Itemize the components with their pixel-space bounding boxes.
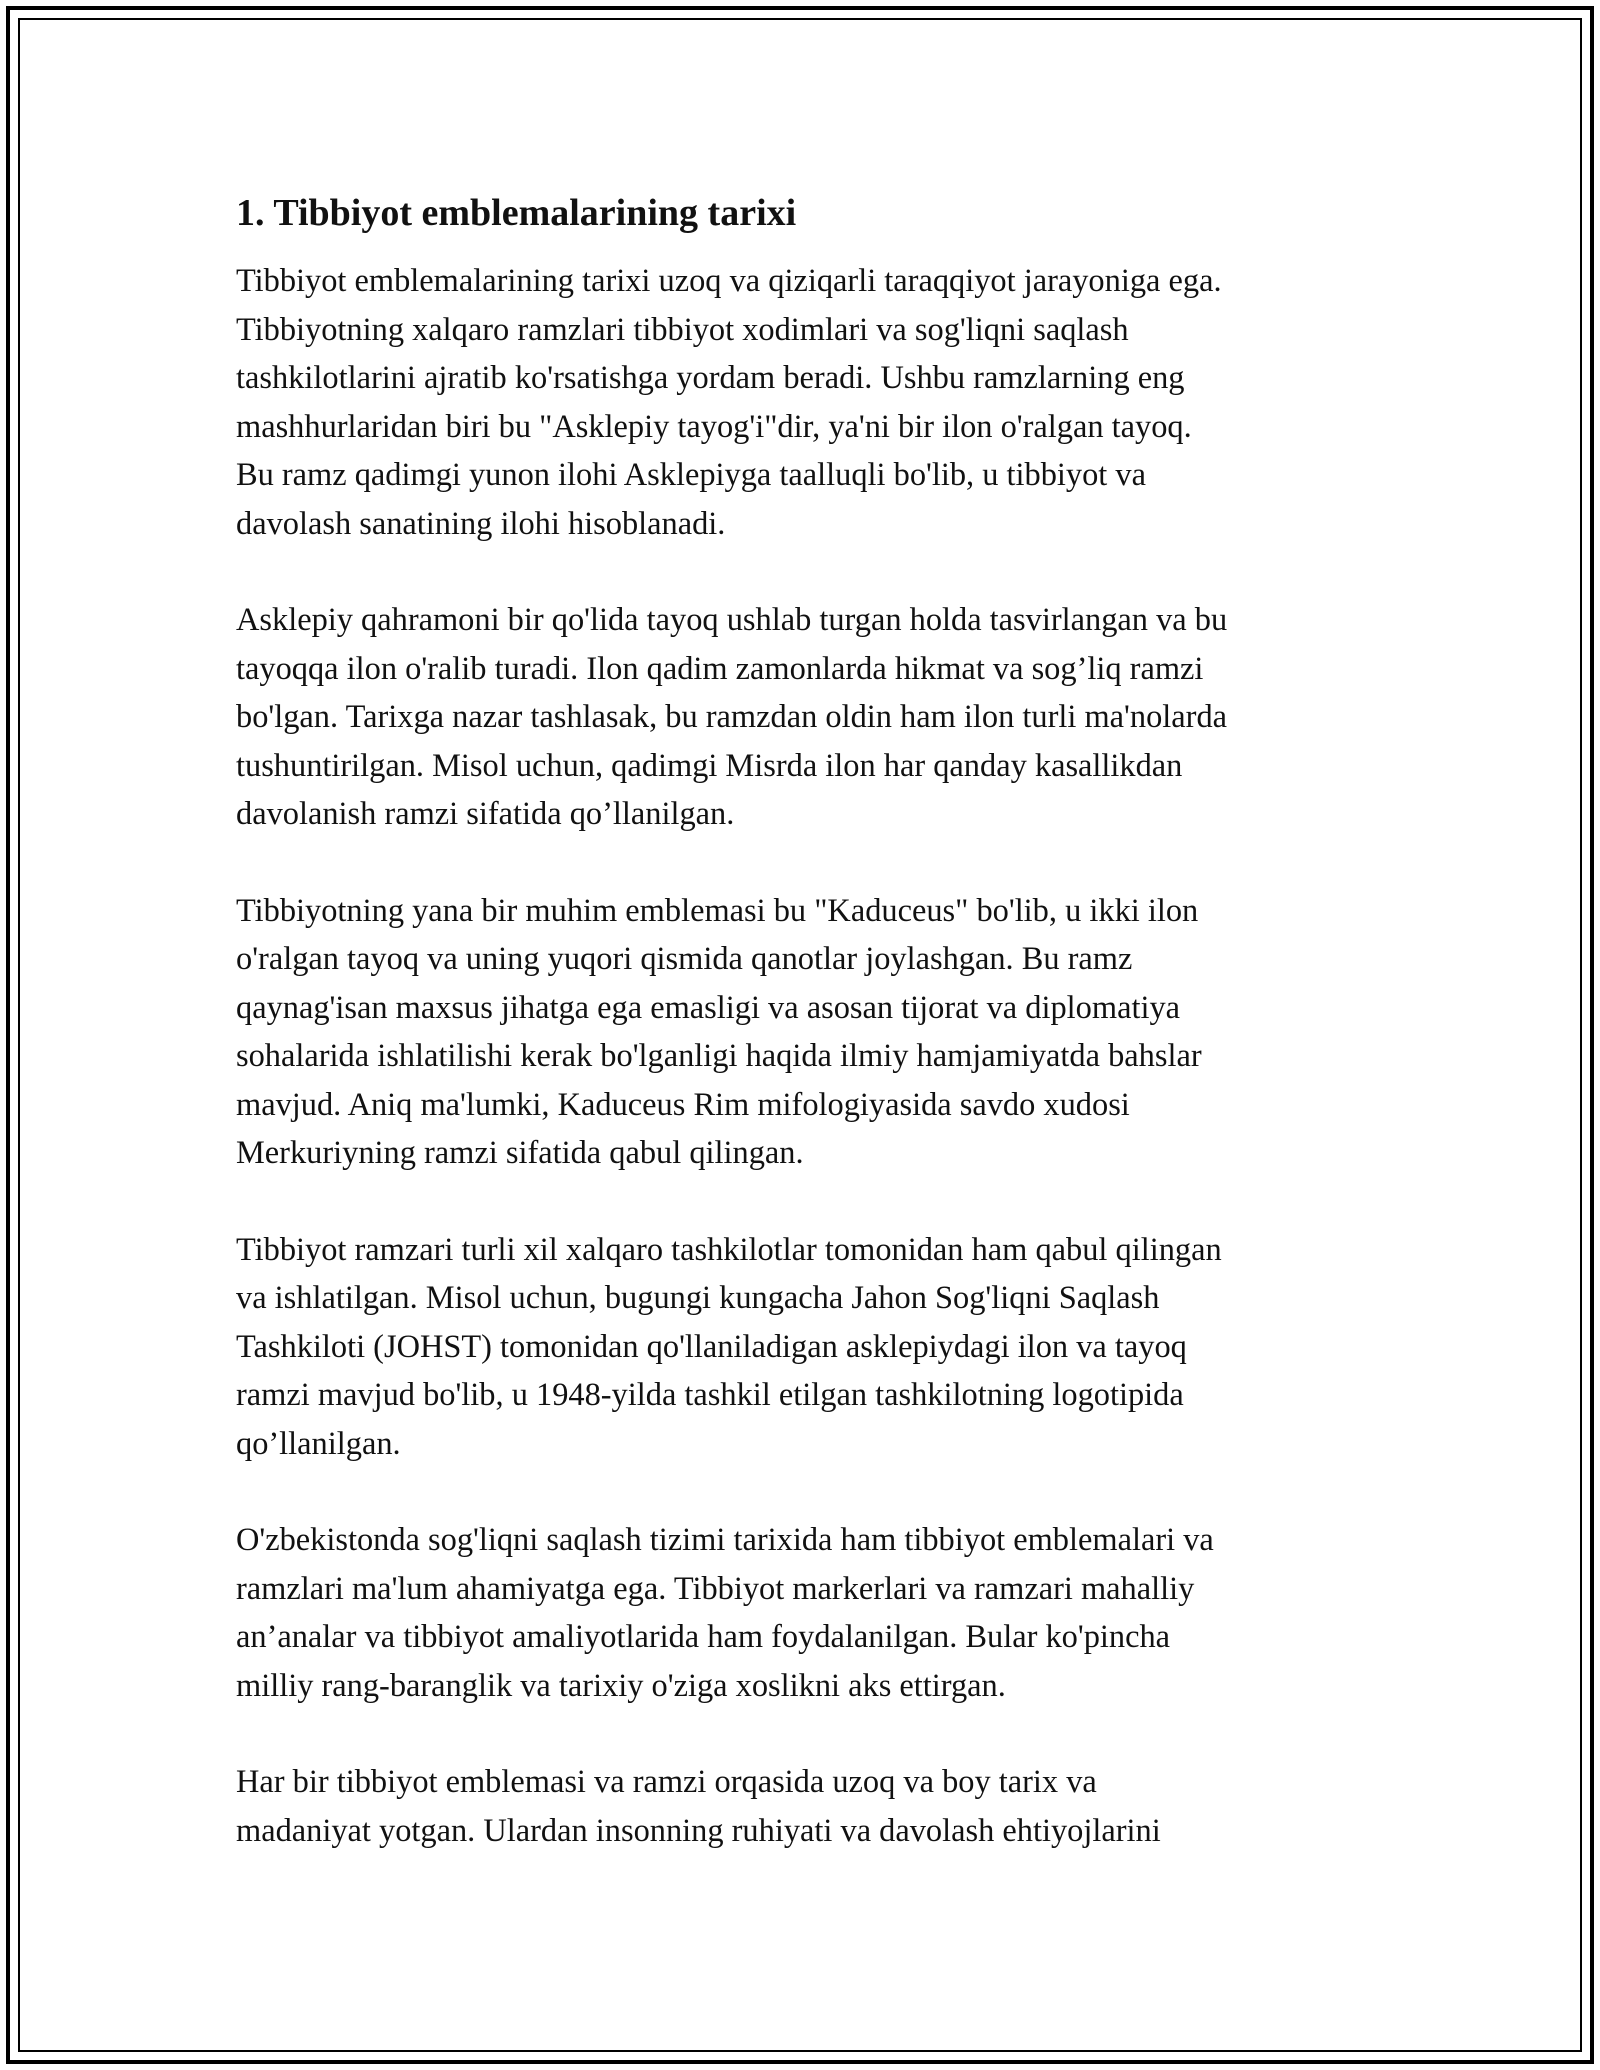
text-line: sohalarida ishlatilishi kerak bo'lganligi haqida ilmiy hamjamiyatda bahslar xyxy=(236,1038,1202,1074)
text-line: madaniyat yotgan. Ulardan insonning ruhiyati va davolash ehtiyojlarini xyxy=(236,1812,1161,1849)
text-line: mashhurlaridan biri bu "Asklepiy tayog'i"dir, ya'ni bir ilon o'ralgan tayoq. xyxy=(236,408,1192,445)
text-line: va ishlatilgan. Misol uchun, bugungi kungacha Jahon Sog'liqni Saqlash xyxy=(236,1280,1160,1316)
paragraph xyxy=(236,887,1366,1178)
document-body xyxy=(236,178,1366,1903)
text-line: o'ralgan tayoq va uning yuqori qismida qanotlar joylashgan. Bu ramz xyxy=(236,941,1133,977)
text-line: Tashkiloti (JOHST) tomonidan qo'llaniladigan asklepiydagi ilon va tayoq xyxy=(236,1328,1187,1365)
text-line: Tibbiyotning xalqaro ramzlari tibbiyot xodimlari va sog'liqni saqlash xyxy=(236,311,1129,348)
text-line: Merkuriyning ramzi sifatida qabul qilingan. xyxy=(236,1135,804,1171)
text-line: O'zbekistonda sog'liqni saqlash tizimi tarixida ham tibbiyot emblemalari va xyxy=(236,1522,1214,1558)
text-line: bo'lgan. Tarixga nazar tashlasak, bu ramzdan oldin ham ilon turli ma'nolarda xyxy=(236,699,1228,735)
text-line: Har bir tibbiyot emblemasi va ramzi orqasida uzoq va boy tarix va xyxy=(236,1764,1097,1800)
text-line: tayoqqa ilon o'ralib turadi. Ilon qadim zamonlarda hikmat va sog’liq ramzi xyxy=(236,650,1204,687)
section-heading: 1. Tibbiyot emblemalarining tarixi xyxy=(236,192,797,234)
text-line: an’analar va tibbiyot amaliyotlarida ham foydalanilgan. Bular ko'pincha xyxy=(236,1619,1171,1655)
text-line: Bu ramz qadimgi yunon ilohi Asklepiyga taalluqli bo'lib, u tibbiyot va xyxy=(236,457,1146,493)
paragraph xyxy=(236,596,1366,839)
text-line: tushuntirilgan. Misol uchun, qadimgi Misrda ilon har qanday kasallikdan xyxy=(236,747,1183,784)
paragraph xyxy=(236,1758,1366,1855)
text-line: Tibbiyotning yana bir muhim emblemasi bu "Kaduceus" bo'lib, u ikki ilon xyxy=(236,892,1199,929)
text-line: Tibbiyot ramzari turli xil xalqaro tashkilotlar tomonidan ham qabul qilingan xyxy=(236,1231,1222,1268)
text-line: ramzlari ma'lum ahamiyatga ega. Tibbiyot markerlari va ramzari mahalliy xyxy=(236,1570,1195,1607)
paragraph xyxy=(236,1516,1366,1710)
text-line: milliy rang-baranglik va tarixiy o'ziga xoslikni aks ettirgan. xyxy=(236,1667,1006,1704)
text-line: Tibbiyot emblemalarining tarixi uzoq va qiziqarli taraqqiyot jarayoniga ega. xyxy=(236,263,1222,299)
text-line: qaynag'isan maxsus jihatga ega emasligi va asosan tijorat va diplomatiya xyxy=(236,989,1181,1026)
paragraph xyxy=(236,257,1366,548)
text-line: tashkilotlarini ajratib ko'rsatishga yordam beradi. Ushbu ramzlarning eng xyxy=(236,360,1185,396)
text-line: Asklepiy qahramoni bir qo'lida tayoq ushlab turgan holda tasvirlangan va bu xyxy=(236,602,1228,638)
text-line: davolash sanatining ilohi hisoblanadi. xyxy=(236,505,726,542)
text-line: davolanish ramzi sifatida qo’llanilgan. xyxy=(236,796,735,832)
text-line: qo’llanilgan. xyxy=(236,1425,401,1462)
text-line: mavjud. Aniq ma'lumki, Kaduceus Rim mifologiyasida savdo xudosi xyxy=(236,1086,1130,1123)
paragraph xyxy=(236,1226,1366,1469)
text-line: ramzi mavjud bo'lib, u 1948-yilda tashkil etilgan tashkilotning logotipida xyxy=(236,1377,1184,1413)
